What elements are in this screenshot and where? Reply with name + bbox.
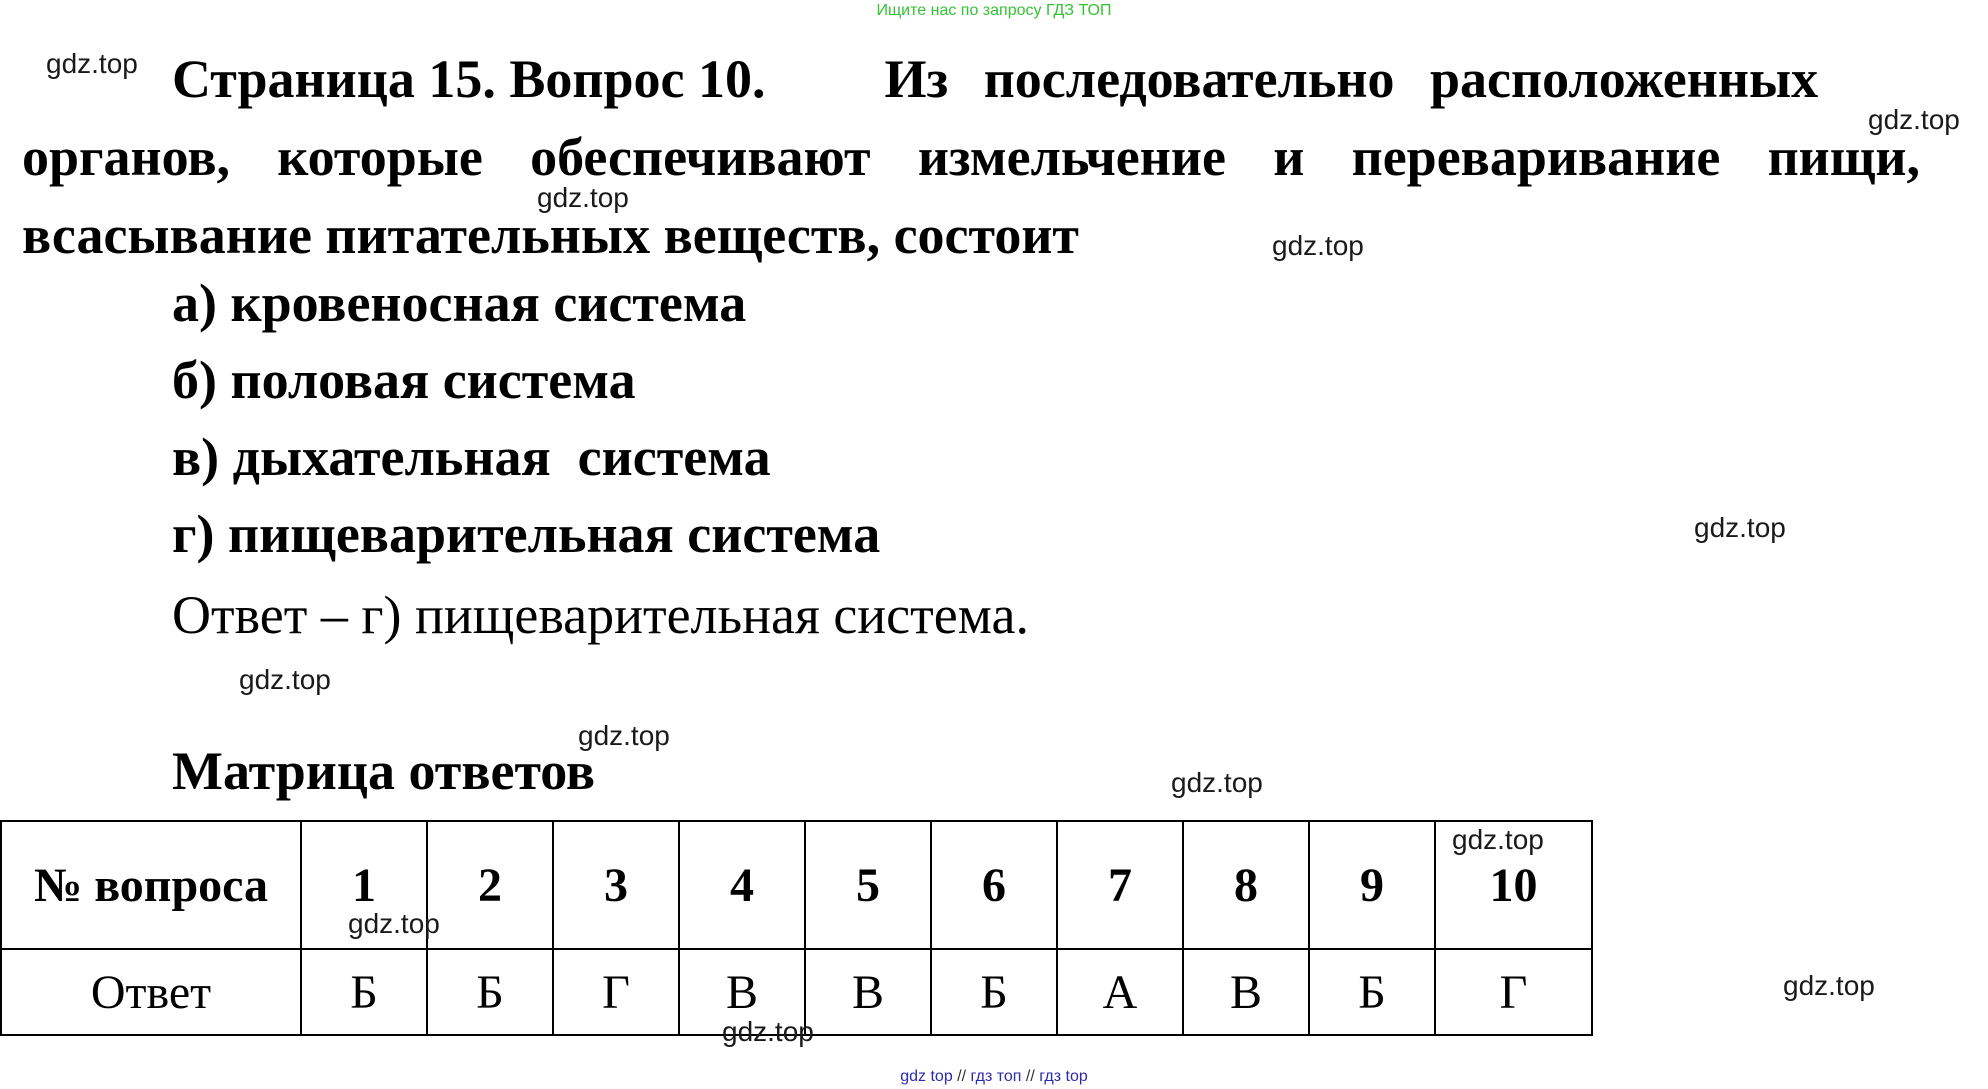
matrix-answer-cell: Б <box>301 949 427 1035</box>
watermark: gdz.top <box>722 1016 814 1047</box>
option-g: г) пищеварительная система <box>172 504 881 564</box>
matrix-question-number: 3 <box>553 821 679 949</box>
watermark: gdz.top <box>1171 767 1263 798</box>
watermark: gdz.top <box>348 908 440 939</box>
question-line-2: органов, которые обеспечивают измельчение и переваривание пищи, <box>22 127 1920 187</box>
matrix-title: Матрица ответов <box>172 741 596 801</box>
matrix-question-number: 7 <box>1057 821 1183 949</box>
matrix-question-number: 9 <box>1309 821 1435 949</box>
matrix-question-number: 6 <box>931 821 1057 949</box>
matrix-question-number: 10 <box>1435 821 1592 949</box>
watermark: gdz.top <box>1452 824 1544 855</box>
matrix-answer-cell: Б <box>1309 949 1435 1035</box>
matrix-answer-cell: Г <box>1435 949 1592 1035</box>
matrix-question-number: 2 <box>427 821 553 949</box>
matrix-answer-cell: Г <box>553 949 679 1035</box>
matrix-question-number: 1 <box>301 821 427 949</box>
footer-separator: // <box>1025 1068 1035 1085</box>
matrix-header-label: № вопроса <box>1 821 301 949</box>
footer-link-gdz-top[interactable]: gdz top <box>900 1068 953 1085</box>
matrix-answer-cell: В <box>805 949 931 1035</box>
watermark: gdz.top <box>239 664 331 695</box>
matrix-header-row <box>1 821 1592 949</box>
watermark: gdz.top <box>578 720 670 751</box>
option-v: в) дыхательная система <box>172 427 771 487</box>
footer-link-gdz-top-mixed[interactable]: гдз top <box>1039 1068 1088 1085</box>
question-line-1 <box>172 40 1920 118</box>
watermark: gdz.top <box>1868 104 1960 135</box>
answer-matrix-table <box>0 820 1593 1036</box>
matrix-answer-cell: В <box>1183 949 1309 1035</box>
matrix-answer-cell: Б <box>931 949 1057 1035</box>
option-b: б) половая система <box>172 350 636 410</box>
watermark: gdz.top <box>537 182 629 213</box>
matrix-answer-label: Ответ <box>1 949 301 1035</box>
question-text-part-1: Из последовательно расположенных <box>884 49 1819 109</box>
answer-text: Ответ – г) пищеварительная система. <box>172 585 1029 645</box>
watermark: gdz.top <box>1694 512 1786 543</box>
watermark: gdz.top <box>46 48 138 79</box>
matrix-question-number: 8 <box>1183 821 1309 949</box>
footer-separator: // <box>957 1068 967 1085</box>
matrix-answer-cell: Б <box>427 949 553 1035</box>
matrix-question-number: 5 <box>805 821 931 949</box>
matrix-answer-cell: В <box>679 949 805 1035</box>
watermark: gdz.top <box>1783 970 1875 1001</box>
matrix-answer-cell: А <box>1057 949 1183 1035</box>
watermark: gdz.top <box>1272 230 1364 261</box>
top-banner: Ищите нас по запросу ГДЗ ТОП <box>876 2 1112 19</box>
question-line-3: всасывание питательных веществ, состоит <box>22 205 1079 265</box>
footer-links <box>0 1068 1988 1086</box>
question-heading: Страница 15. Вопрос 10. <box>172 49 766 109</box>
option-a: а) кровеносная система <box>172 273 747 333</box>
matrix-question-number: 4 <box>679 821 805 949</box>
footer-link-gdz-top-ru[interactable]: гдз топ <box>970 1068 1022 1085</box>
